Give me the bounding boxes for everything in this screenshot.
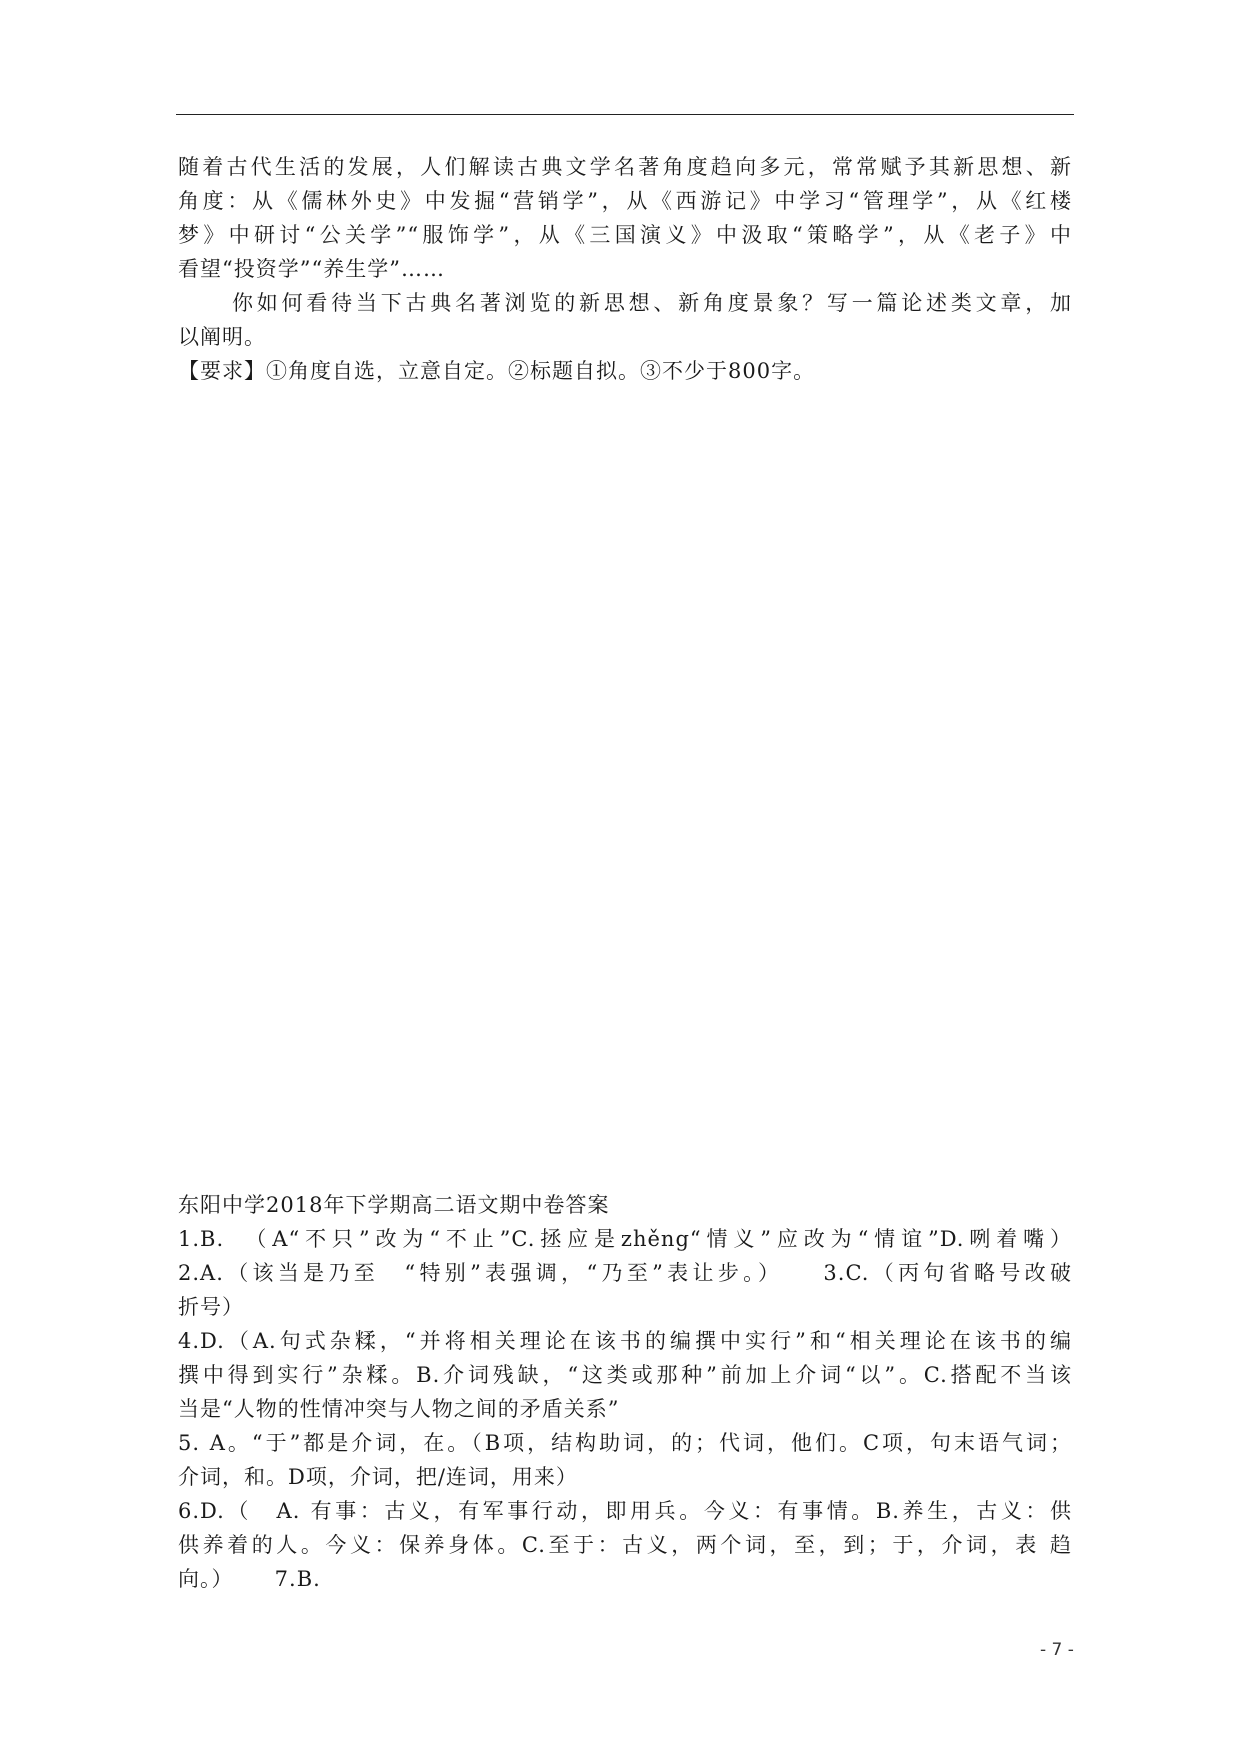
- answer-line: 5. A。“于”都是介词，在。（B项，结构助词，的；代词，他们。C项，句末语气词；: [178, 1431, 1072, 1455]
- answer-line: 4.D.（A.句式杂糅，“并将相关理论在该书的编撰中实行”和“相关理论在该书的编: [178, 1329, 1072, 1353]
- requirement-text: 【要求】①角度自选，立意自定。②标题自拟。③不少于800字。: [178, 359, 816, 383]
- page-number: - 7 -: [1040, 1640, 1074, 1660]
- answer-title: 东阳中学2018年下学期高二语文期中卷答案: [178, 1193, 610, 1217]
- answer-line: 1.B. （A“不只”改为“不止”C.拯应是zhěng“情义”应改为“情谊”D.咧着嘴）: [178, 1227, 1072, 1251]
- answer-line: 撰中得到实行”杂糅。B.介词残缺，“这类或那种”前加上介词“以”。C.搭配不当该: [178, 1363, 1072, 1387]
- answer-line: 供养着的人。今义：保养身体。C.至于：古义，两个词，至，到；于，介词，表 趋: [178, 1533, 1072, 1557]
- question-line: 你如何看待当下古典名著浏览的新思想、新角度景象？写一篇论述类文章，加: [232, 291, 1072, 315]
- essay-line: 随着古代生活的发展，人们解读古典文学名著角度趋向多元，常常赋予其新思想、新: [178, 155, 1072, 179]
- answer-line: 6.D.（ A. 有事：古义，有军事行动，即用兵。今义：有事情。B.养生，古义：供: [178, 1499, 1072, 1523]
- essay-prompt: [178, 150, 1072, 388]
- header-rule: [176, 114, 1074, 115]
- answer-key: [178, 1188, 1072, 1596]
- answer-line: 2.A.（该当是乃至 “特别”表强调，“乃至”表让步。） 3.C.（丙句省略号改破: [178, 1261, 1072, 1285]
- essay-line: 看望“投资学”“养生学”……: [178, 257, 445, 281]
- answer-line: 介词，和。D项，介词，把/连词，用来）: [178, 1465, 578, 1489]
- essay-line: 梦》中研讨“公关学”“服饰学”，从《三国演义》中汲取“策略学”，从《老子》中: [178, 223, 1072, 247]
- question-line: 以阐明。: [178, 325, 266, 349]
- essay-line: 角度：从《儒林外史》中发掘“营销学”，从《西游记》中学习“管理学”，从《红楼: [178, 189, 1072, 213]
- answer-line: 当是“人物的性情冲突与人物之间的矛盾关系”: [178, 1397, 620, 1421]
- answer-line: 折号）: [178, 1295, 244, 1319]
- answer-line: 向。） 7.B.: [178, 1567, 321, 1591]
